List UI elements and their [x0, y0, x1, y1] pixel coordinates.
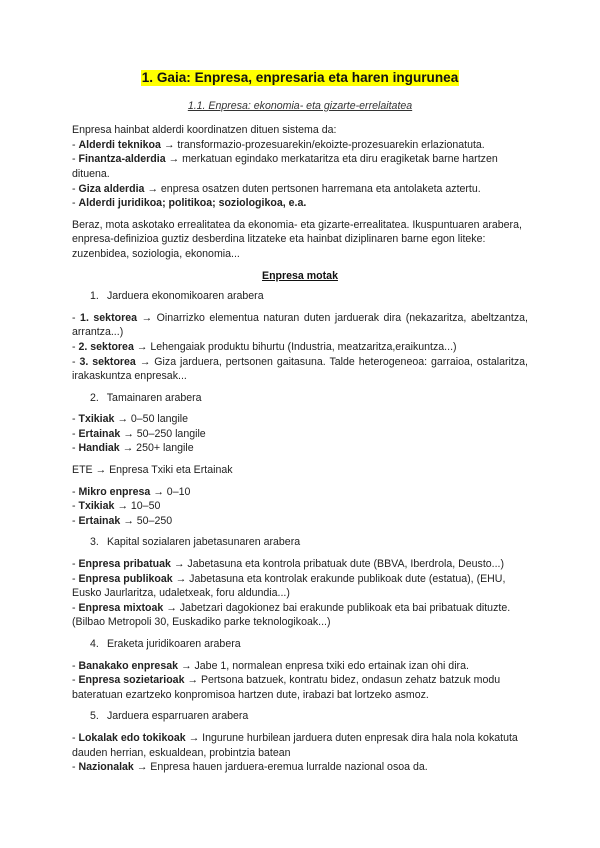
list-item-term: Enpresa mixtoak	[78, 601, 164, 614]
paragraph-2: Beraz, mota askotako errealitatea da ekonomia- eta gizarte-errealitatea. Ikuspuntuaren arabera, enpresa-definizioa guztiz desberdina litzateke eta hainbat diziplinaren barne egon liteke: zuzenbidea, soziologia, ekonomia...	[72, 218, 522, 260]
section-2-list-b	[72, 485, 528, 529]
heading-text: Jarduera ekonomikoaren arabera	[106, 290, 264, 303]
list-item-term: Enpresa publikoak	[78, 572, 173, 585]
list-item-text: → 50–250 langile	[120, 427, 206, 440]
list-item-text: → 0–50 langile	[114, 413, 189, 426]
section-1-list	[72, 311, 528, 384]
intro-item: - Alderdi juridikoa; politikoa; soziologikoa, e.a.	[72, 197, 307, 210]
document-body	[72, 70, 528, 782]
heading-number: 1.	[90, 290, 99, 303]
list-item-term: Banakako enpresak	[78, 659, 179, 672]
list-item-term: 1. sektorea	[80, 311, 137, 324]
list-item-text: → Jabetzari dagokionez bai erakunde publikoak eta bai pribatuak dituzte. (Bilbao Metropoli 30, Euskadiko parke teknologikoak...)	[72, 601, 511, 629]
list-item: - Lokalak edo tokikoak → Ingurune hurbilean jarduera duten enpresak dira hala nola kokatuta dauden herrian, eskualdean, probintzia batean	[72, 731, 518, 759]
section-5-list	[72, 731, 528, 775]
section-2-list	[72, 412, 528, 456]
list-item: - Ertainak → 50–250 langile	[72, 427, 206, 440]
intro-item-text: → merkatuan egindako merkataritza eta diru eragiketak barne hartzen dituena.	[72, 153, 498, 180]
numbered-heading-2	[72, 391, 528, 406]
intro-paragraph	[72, 123, 528, 211]
list-item: - Handiak → 250+ langile	[72, 442, 194, 455]
heading-text: Tamainaren arabera	[106, 391, 202, 404]
list-item-text: → Jabetasuna eta kontrolak erakunde publikoak dute (estatua), (EHU, Eusko Jaurlaritza, udaletxeak, foru aldundia...)	[72, 572, 506, 600]
list-item-term: 3. sektorea	[79, 355, 136, 368]
heading-text: Kapital sozialaren jabetasunaren arabera	[106, 536, 301, 549]
list-item-term: Handiak	[78, 442, 120, 455]
list-item: - Ertainak → 50–250	[72, 514, 173, 527]
intro-item-term: Giza alderdia	[78, 182, 145, 195]
list-item: - Enpresa sozietarioak → Pertsona batzuek, kontratu bidez, ondasun zehatz batzuk modu bateratuan ezartzeko konpromisoa hartzen dute, irabazi bat lortzeko asmoz.	[72, 674, 501, 701]
list-item-term: Txikiak	[78, 413, 115, 426]
document-subtitle: 1.1. Enpresa: ekonomia- eta gizarte-errelaitatea	[187, 99, 413, 112]
list-item-term: Nazionalak	[78, 761, 134, 774]
numbered-heading-1	[72, 289, 528, 304]
list-item: - Enpresa publikoak → Jabetasuna eta kontrolak erakunde publikoak dute (estatua), (EHU, Eusko Jaurlaritza, udaletxeak, foru aldundia...)	[72, 572, 506, 600]
intro-lead: Enpresa hainbat alderdi koordinatzen dituen sistema da:	[72, 124, 337, 137]
list-item-text: → Enpresa hauen jarduera-eremua lurralde nazional osoa da.	[133, 761, 428, 774]
list-item-text: → Jabe 1, normalean enpresa txiki edo ertainak izan ohi dira.	[178, 659, 469, 672]
list-item-term: Ertainak	[78, 427, 121, 440]
list-item-term: Mikro enpresa	[78, 485, 151, 498]
list-item-term: Enpresa sozietarioak	[78, 674, 185, 687]
heading-text: Eraketa juridikoaren arabera	[106, 638, 241, 650]
numbered-heading-4	[72, 637, 528, 652]
list-item: - Mikro enpresa → 0–10	[72, 485, 191, 498]
heading-number: 2.	[90, 391, 99, 404]
list-item: - 2. sektorea → Lehengaiak produktu bihurtu (Industria, meatzaritza,eraikuntza...)	[72, 340, 457, 353]
list-item-text: → 0–10	[150, 485, 191, 498]
list-item-text: → 50–250	[120, 514, 173, 527]
list-item-text: → Lehengaiak produktu bihurtu (Industria, meatzaritza,eraikuntza...)	[133, 340, 457, 353]
list-item: - Banakako enpresak → Jabe 1, normalean enpresa txiki edo ertainak izan ohi dira.	[72, 659, 469, 672]
list-item-text: → Pertsona batzuek, kontratu bidez, ondasun zehatz batzuk modu bateratuan ezartzeko konpromisoa hartzen dute, irabazi bat lortzeko asmoz.	[72, 674, 501, 701]
numbered-heading-3	[72, 535, 528, 550]
list-item-text: → Jabetasuna eta kontrola pribatuak dute (BBVA, Iberdrola, Deusto...)	[170, 558, 505, 571]
intro-item-text: → enpresa osatzen duten pertsonen harremana eta antolaketa aztertu.	[144, 182, 481, 195]
list-item: - Enpresa mixtoak → Jabetzari dagokionez bai erakunde publikoak eta bai pribatuak dituzte. (Bilbao Metropoli 30, Euskadiko parke teknologikoak...)	[72, 601, 511, 629]
list-item-text: → Oinarrizko elementua naturan duten jarduerak dira (nekazaritza, abeltzantza, arrantza...)	[72, 311, 528, 339]
list-item: - Txikiak → 0–50 langile	[72, 413, 189, 426]
list-item-term: Ertainak	[78, 514, 121, 527]
document-title: 1. Gaia: Enpresa, enpresaria eta haren ingurunea	[141, 70, 459, 85]
title-wrap	[72, 70, 528, 87]
list-item: - 3. sektorea → Giza jarduera, pertsonen gaitasuna. Talde heterogeneoa: garraioa, ostalaritza, irakaskuntza enpresak...	[72, 355, 528, 383]
intro-item: - Giza alderdia → enpresa osatzen duten pertsonen harremana eta antolaketa aztertu.	[72, 182, 481, 195]
list-item: - 1. sektorea → Oinarrizko elementua naturan duten jarduerak dira (nekazaritza, abeltzantza, arrantza...)	[72, 311, 528, 339]
intro-item-text: → transformazio-prozesuarekin/ekoizte-prozesuarekin erlazionatuta.	[160, 138, 485, 151]
ete-line: ETE → Enpresa Txiki eta Ertainak	[72, 464, 233, 477]
list-item-term: Lokalak edo tokikoak	[78, 731, 186, 744]
section-title-wrap	[72, 269, 528, 284]
list-item-term: 2. sektorea	[78, 340, 134, 353]
intro-item: - Finantza-alderdia → merkatuan egindako merkataritza eta diru eragiketak barne hartzen dituena.	[72, 153, 498, 180]
intro-item-term: Alderdi teknikoa	[78, 138, 161, 151]
section-title: Enpresa motak	[262, 269, 338, 282]
list-item-term: Txikiak	[78, 500, 115, 513]
numbered-heading-5	[72, 709, 528, 724]
intro-item: - Alderdi teknikoa → transformazio-prozesuarekin/ekoizte-prozesuarekin erlazionatuta.	[72, 138, 485, 151]
heading-number: 5.	[90, 710, 99, 723]
heading-number: 3.	[90, 536, 99, 549]
list-item: - Nazionalak → Enpresa hauen jarduera-eremua lurralde nazional osoa da.	[72, 761, 428, 774]
section-4-list	[72, 659, 528, 703]
list-item-term: Enpresa pribatuak	[78, 558, 171, 571]
list-item: - Txikiak → 10–50	[72, 500, 161, 513]
list-item-text: → 10–50	[114, 500, 161, 513]
intro-item-term: Finantza-alderdia	[78, 153, 166, 166]
heading-text: Jarduera esparruaren arabera	[106, 710, 249, 723]
list-item-text: → Ingurune hurbilean jarduera duten enpresak dira hala nola kokatuta dauden herrian, eskualdean, probintzia batean	[72, 731, 518, 759]
intro-item-term: Alderdi juridikoa; politikoa; soziologikoa, e.a.	[78, 197, 307, 210]
list-item-text: → 250+ langile	[119, 442, 194, 455]
list-item: - Enpresa pribatuak → Jabetasuna eta kontrola pribatuak dute (BBVA, Iberdrola, Deusto...)	[72, 558, 505, 571]
heading-number: 4.	[90, 638, 99, 650]
list-item-text: → Giza jarduera, pertsonen gaitasuna. Talde heterogeneoa: garraioa, ostalaritza, irakaskuntza enpresak...	[72, 355, 528, 383]
subtitle-wrap	[72, 99, 528, 114]
section-3-list	[72, 557, 528, 630]
